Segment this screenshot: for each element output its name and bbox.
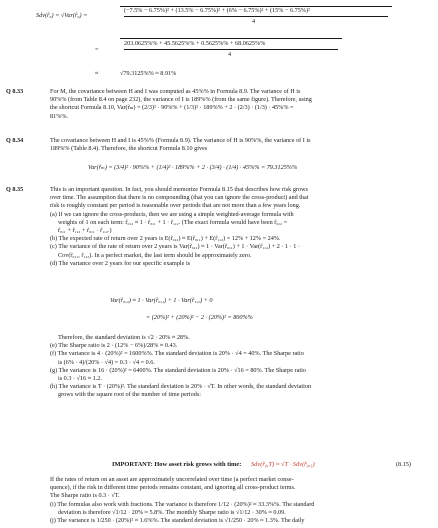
q835-h-line: (h) The variance is T · (20%)². The standard deviation is 20% · √T. In other words, the standard deviation: [50, 383, 312, 391]
q834-formula: Var(r̃ₘ) = (3/4)² · 90%% + (1/4)² · 189%% + 2 · (3/4) · (1/4) · 45%% = 79.3125%%: [88, 164, 298, 171]
q835-d-formula-2: = (20%)² + (20%)² − 2 · (20%)² = 800%%: [146, 314, 253, 321]
q835-j-line: (j) The variance is 1/250 · (20%)² ≈ 1.6%%. The standard deviation is √1/250 · 20% ≈ 1.3%. The daily: [50, 517, 305, 524]
q833-label: Q 8.33: [6, 88, 24, 95]
q835-after-line: quence), if the risk in different time periods remains constant, and ignoring all cross-product terms.: [50, 484, 296, 492]
top-fraction-bar-2: [124, 49, 338, 50]
top-numerator-2: 203.0625%% + 45.5625%% + 0.5625%% + 68.0625%%: [124, 40, 266, 47]
q835-d-after: Therefore, the standard deviation is √2 · 20% ≈ 28%.: [58, 334, 190, 341]
q835-intro-line: This is an important question. In fact, you should memorize Formula 8.15 that describes how risk grows: [50, 186, 308, 193]
q835-f-line: (f) The variance is 4 · (20%)² = 1600%%. The standard deviation is 20% · √4 = 40%. The Sharpe ratio: [50, 350, 304, 358]
q835-after-line: If the rates of return on an asset are approximately uncorrelated over time (a perfect market conse-: [50, 476, 294, 483]
q835-body: [50, 186, 420, 268]
top-sqrt-bar-2: [120, 38, 342, 39]
q835-a-line: r̃₀,₁ + r̃₁,₂ + r̃₀,₁ · r̃₁,₂.): [58, 226, 112, 234]
q835-d-formula-1: Var(r̃₀,₂) ≈ 1 · Var(r̃₀,₁) + 1 · Var(r̃₁,₂) + 0: [110, 297, 213, 304]
q835-intro-line: risk is roughly constant per period is reasonable over periods that are not more than a few years long.: [50, 202, 301, 210]
important-formula: Sdv(r̃₀,T) ≈ √T · Sdv(r̃₀,₁): [250, 461, 315, 468]
q835-a-line: (a) If we can ignore the cross-products, then we are using a simple weighted-average formula with: [50, 210, 294, 218]
top-lhs: Sdv(r̃₀) = √Var(r̃₀) =: [36, 12, 88, 19]
q835-i-line: (i) The formulas also work with fractions. The variance is therefore 1/12 · (20%)² ≈ 33.3%%. The standard: [50, 501, 315, 508]
q834-line: The covariance between H and I is 45%% (Formula 8.9). The variance of H is 90%%, the variance of I is: [50, 137, 311, 144]
q835-body-2: [50, 334, 420, 400]
q835-b-line: (b) The expected rate of return over 2 years is E(r̃₀,₂) ≈ E(r̃₀,₁) + E(r̃₁,₂) = 12% + 12% = 24%.: [50, 235, 281, 243]
q835-i-line: deviation is therefore √1/12 · 20% ≈ 5.8%. The monthly Sharpe ratio is √1/12 · 30% ≈ 0.09.: [58, 509, 286, 517]
q835-a-line: weights of 1 on each term: r̃₀,₂ ≈ 1 · r̃₀,₁ + 1 · r̃₁,₂. (The exact formula would have been r̃₀,₂ =: [58, 218, 288, 226]
important-statement: [112, 461, 315, 469]
q835-body-3: [50, 476, 420, 501]
top-equals-2: =: [95, 46, 99, 53]
formula-number: (8.15): [396, 461, 411, 468]
q835-label: Q 8.35: [6, 186, 24, 193]
top-denominator-1: 4: [252, 18, 256, 25]
q833-line: 90%% (from Table 8.4 on page 232), the variance of I is 189%% (from the same figure). Therefore, using: [50, 96, 312, 104]
top-approx: ≈: [95, 70, 99, 77]
q834-label: Q 8.34: [6, 137, 24, 144]
q835-h-line: grows with the square root of the number of time periods:: [58, 391, 201, 399]
top-fraction-bar-1: [124, 16, 388, 17]
q835-e-line: (e) The Sharpe ratio is 2 · (12% − 6%)/28% ≈ 0.43.: [50, 342, 178, 350]
q835-c-line: Cov(r̃₀,₁, r̃₁,₂). In a perfect market, the last term should be approximately zero.: [58, 251, 252, 259]
q835-c-line: (c) The variance of the rate of return over 2 years is Var(r̃₀,₂) ≈ 1 · Var(r̃₀,₁) + 1 · Var(r̃₁,₂) + 2 · 1 · 1 ·: [50, 243, 300, 251]
q833-body: [50, 88, 420, 121]
top-numerator-1: (−7.5% − 6.75%)² + (13.5% − 6.75%)² + (6% − 6.75%)² + (15% − 6.75%)²: [124, 7, 310, 14]
top-result: √79.3125%% ≈ 8.91%: [120, 70, 177, 77]
important-label: IMPORTANT: How asset risk grows with time:: [112, 461, 242, 468]
q835-intro-line: over time. The assumption that there is no compounding (that you can ignore the cross-product) and that: [50, 194, 309, 202]
top-denominator-2: 4: [228, 51, 232, 58]
q835-g-line: (g) The variance is 16 · (20%)² = 6400%. The standard deviation is 20% · √16 = 80%. The Sharpe ratio: [50, 366, 306, 374]
q835-body-5: [50, 517, 420, 525]
q833-line: 81%%.: [50, 112, 69, 120]
q833-line: For M, the covariance between H and I was computed as 45%% in Formula 8.9. The variance of H is: [50, 88, 301, 95]
q835-after-line: The Sharpe ratio is 0.3 · √T.: [50, 492, 120, 500]
q835-body-4: [50, 501, 420, 517]
q834-line: 189%% (Table 8.4). Therefore, the shortcut Formula 8.10 gives: [50, 145, 208, 153]
q833-line: the shortcut Formula 8.10, Var(r̃ₘ) = (2/3)² · 90%% + (1/3)² · 189%% + 2 · (2/3) · (1/3) · 45%% =: [50, 104, 294, 112]
q835-d-line: (d) The variance over 2 years for our specific example is: [50, 259, 191, 267]
q835-f-line: is (6% · 4)/(20% · √4) = 0.3 · √4 = 0.6.: [58, 358, 155, 366]
q834-body: [50, 137, 420, 153]
q835-g-line: is 0.3 · √16 ≈ 1.2.: [58, 374, 102, 382]
